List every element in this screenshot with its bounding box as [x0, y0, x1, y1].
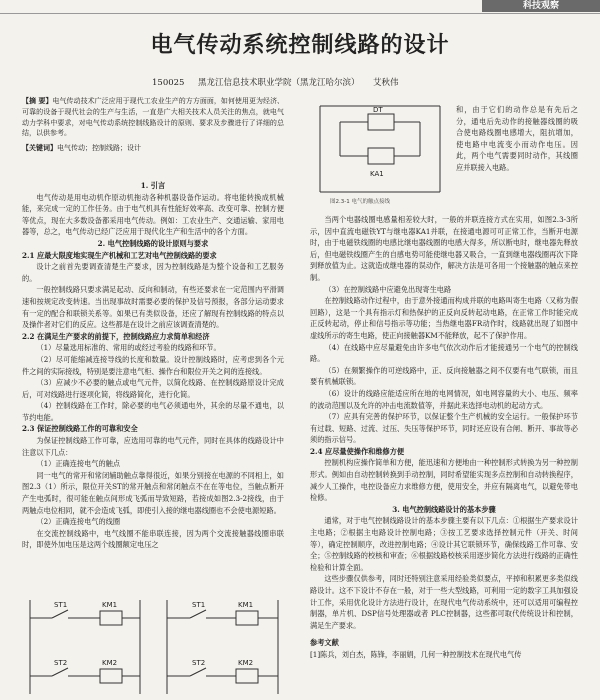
figure-caption: 图2.3-1 电气的触点接线 [330, 199, 390, 205]
paragraph: （1）尽量选用标准的、常用的或经过考验的线路和环节。 [36, 343, 221, 353]
paragraph: （5）在频繁操作的可逆线路中，正、反向接触器之间不仅要有电气联锁，而且要有机械联锁。 [310, 365, 578, 387]
paragraph: （1）正确连接电气的触点 [36, 459, 121, 469]
label-ka1: KA1 [370, 170, 384, 178]
label-st2: ST2 [54, 659, 68, 667]
paragraph: （2）正确连接电气的线圈 [36, 517, 121, 527]
paragraph: 控制机构应操作简单和方便，能迅速和方便地由一种控制形式转换为另一种控制形式。例如由自动控制转换到手动控制，同时希望能实现多点控制和自动转换程序，减少人工操作，电控设备应力求维修方便，使用安全，并应有隔离电气，以避免带电检修。 [310, 458, 578, 503]
paragraph: （4）控制线路在工作时，除必要的电气必须通电外，其余的尽量不通电，以节约电能。 [22, 401, 284, 422]
paragraph: （6）设计的线路应能适应所在地的电网情况，如电网容量的大小、电压、频率的波动范围以及允许的冲击电流数值等，并据此来选择电动机的起动方式。 [310, 388, 578, 410]
paragraph: （7）应具有完善的保护环节，以保证整个生产机械的安全运行。一般保护环节有过载、短路、过流、过压、失压等保护环节，同时还应设有合闸、断开、事故等必须的指示信号。 [310, 412, 578, 445]
float-text [456, 104, 578, 174]
paragraph: （3）应减少不必要的触点或电气元件，以简化线路、在控制线路原设计完成后，可对线路进行逐项化简，将线路简化，进行化简。 [22, 378, 284, 399]
section-heading: 3. 电气控制线路设计的基本步骤 [392, 504, 496, 514]
label-dt: DT [373, 106, 383, 114]
abstract-block [22, 96, 284, 154]
section-tag: 科技观察 [482, 0, 600, 12]
section-heading: 1. 引言 [140, 181, 166, 190]
byline [152, 76, 399, 88]
paragraph: 同一电气的常开和常闭辅助触点靠得很近，如果分别接在电源的不同相上，如图2.3（1）所示，限位开关ST的常开触点和常闭触点不在在等电位，当触点断开产生电弧时，很可能在触点间形成飞弧而导致短路，若接成如图2.3-2接线，由于两触点电位相同，就不会造成飞弧，即使引入接的继电器线圈也不会使电源短路。 [22, 470, 284, 515]
keywords-text: 电气传动；控制线路；设计 [57, 144, 141, 153]
label-km2: KM2 [238, 659, 254, 667]
label-km2: KM2 [102, 659, 118, 667]
paragraph: 设计之前首先要调查清楚生产要求，因为控制线路是为整个设备和工艺服务的。 [22, 262, 284, 283]
paragraph: 当两个电器线圈电感量相差较大时，一般的并联连接方式在实用，如图2.3-3所示，因中直流电磁铁YT与继电器KA1并联，在接通电源可可正常工作，当断开电源时，由于电磁铁线圈的电感比继电器线圈的电感大得多，所以断电时，继电器先释放后，但电磁铁线圈产生的自感电势可能使继电器又吸合，一直到继电器线圈再次下降到释放值为止。这就造成继电器的误动作，解决方法是可各用一个接触器的触点来控制。 [310, 215, 578, 282]
author-name: 艾秋伟 [373, 78, 399, 88]
header-rule [0, 13, 600, 14]
abstract-label: 【摘 要】 [22, 96, 53, 105]
paragraph: 一般控制线路只要求满足起动、反向和制动，有些还要求在一定范围内平滑调速和按规定改变转速。当出现事故时需要必要的保护及信号预报，各部分运动要求有一定的配合和联锁关系等。如果已有类似设备，还应了解现有控制线路的特点以及操作者对它们的反应。这些都是在设计之前应该调查清楚的。 [22, 285, 284, 330]
label-st1: ST1 [54, 601, 68, 609]
paragraph: 在交流控制线路中，电气线圈不能串联连接，因为两个交流接触器线圈串联时，即使外加电压是这两个线圈额定电压之 [22, 528, 284, 550]
abstract-text: 电气传动技术广泛应用于现代工农业生产的方方面面，如何使用更为经济、可靠的设备于现代社会的生产与生活，一直是广大相关技术人员关注的焦点，就电气动力学科中要求，对电气传动系统控制线路设计的原则、要求及步骤进行了详细的总结，以供参考。 [22, 97, 285, 138]
paragraph: （3）在控制线路中应避免出现寄生电路 [324, 284, 452, 294]
reference-item: [1]陈兵，刘白杰，陈锋，李丽娟，几何一种控制技术在现代电气传 [310, 649, 522, 659]
left-column [22, 180, 284, 551]
subsection-heading: 2.1 应最大限度地实现生产机械和工艺对电气控制线路的要求 [22, 250, 217, 260]
paragraph: 和，由于它们的动作总是有先后之分，通电后先动作的接触器线圈的吸合使电路线圈电感增大，阻抗增加，使电路中电流变小而动作电压。因此，两个电气需要同时动作，其线圈应并联接入电路。 [456, 105, 578, 172]
postal-code: 150025 [152, 78, 185, 88]
paragraph: 这些步骤仅供参考，同时还特别注意采用经验类似要点，平掉和积累更多类似线路设计。这不下设计不存在一般，对于一些大型线路，可利用一定的数字工具加强设计工作，采用优化设计方法进行设计，在现代电气传动系统中，还可以适用可编程控制器，单片机、DSP信号处理器或者 PLC控制器，这些都可取代传统设计和控制，满足生产要求。 [310, 574, 578, 630]
references-heading: 参考文献 [310, 638, 339, 648]
contact-wiring-figure [22, 594, 284, 698]
keywords-label: 【关键词】 [22, 143, 57, 153]
paragraph: 在控制线路动作过程中，由于意外接通而构成并联的电路叫寄生电路（又称为假回路），这是一个具有指示灯和热保护的正反向反转起动电路，在正常工作时能完成正反转起动，停止和信号指示等功能；当热继电器FR动作时，线路就出现了如图中虚线所示的寄生电路，使正向接触器KM不能释放，起不了保护作用。 [310, 296, 578, 340]
subsection-heading: 2.2 在满足生产要求的前提下，控制线路应力求简单和经济 [22, 331, 210, 341]
subsection-heading: 2.4 应尽量使操作和维修方便 [310, 446, 405, 456]
label-st2: ST2 [192, 659, 206, 667]
paragraph: 电气传动是用电动机作原动机拖动各种机器设备作运动。将电能转换成机械能，来完成一定的工作任务。由于电气机具有性能好效率高、改变可靠、控制方便等优点，现在大多数设备都采用电气传动。例如：工农业生产、交通运输、家用电器等，总之，电气传动已经广泛应用于现代化生产和生活中的各个方面。 [22, 192, 284, 237]
article-title: 电气传动系统控制线路的设计 [150, 33, 450, 58]
label-km1: KM1 [102, 601, 118, 609]
paragraph: 为保证控制线路工作可靠，应选用可靠的电气元件，同时在具体的线路设计中注意以下几点： [22, 436, 284, 457]
right-column [310, 214, 578, 661]
subsection-heading: 2.3 保证控制线路工作的可靠和安全 [22, 424, 138, 434]
affiliation: 黑龙江信息技术职业学院（黑龙江哈尔滨） [197, 78, 360, 88]
paragraph: （2）尽可能缩减连接导线的长度和数量。设计控制线路时，应考虑到各个元件之间的实际接线，特别是要注意电气柜、操作台和限位开关之间的连接线。 [22, 354, 284, 376]
section-heading: 2. 电气控制线路的设计原则与要求 [97, 238, 209, 248]
paragraph: （4）在线路中应尽量避免由许多电气依次动作后才能接通另一个电气的控制线路。 [310, 342, 578, 364]
label-st1: ST1 [192, 601, 206, 609]
label-km1: KM1 [238, 601, 254, 609]
paragraph: 通常，对于电气控制线路设计的基本步骤主要有以下几点：①根据生产要求设计主电路；②根据主电路设计控制电路；③按工艺要求选择控制元件（开关、时间等），确定控制顺序，改进控制电路；④设计其它联锁环节，确保线路工作可靠、安全；⑤控制线路的校核和审查；⑥根据线路校核采用逐步简化方法进行线路的正确性检验和计算全面。 [310, 516, 578, 572]
coil-circuit-figure [310, 96, 450, 206]
